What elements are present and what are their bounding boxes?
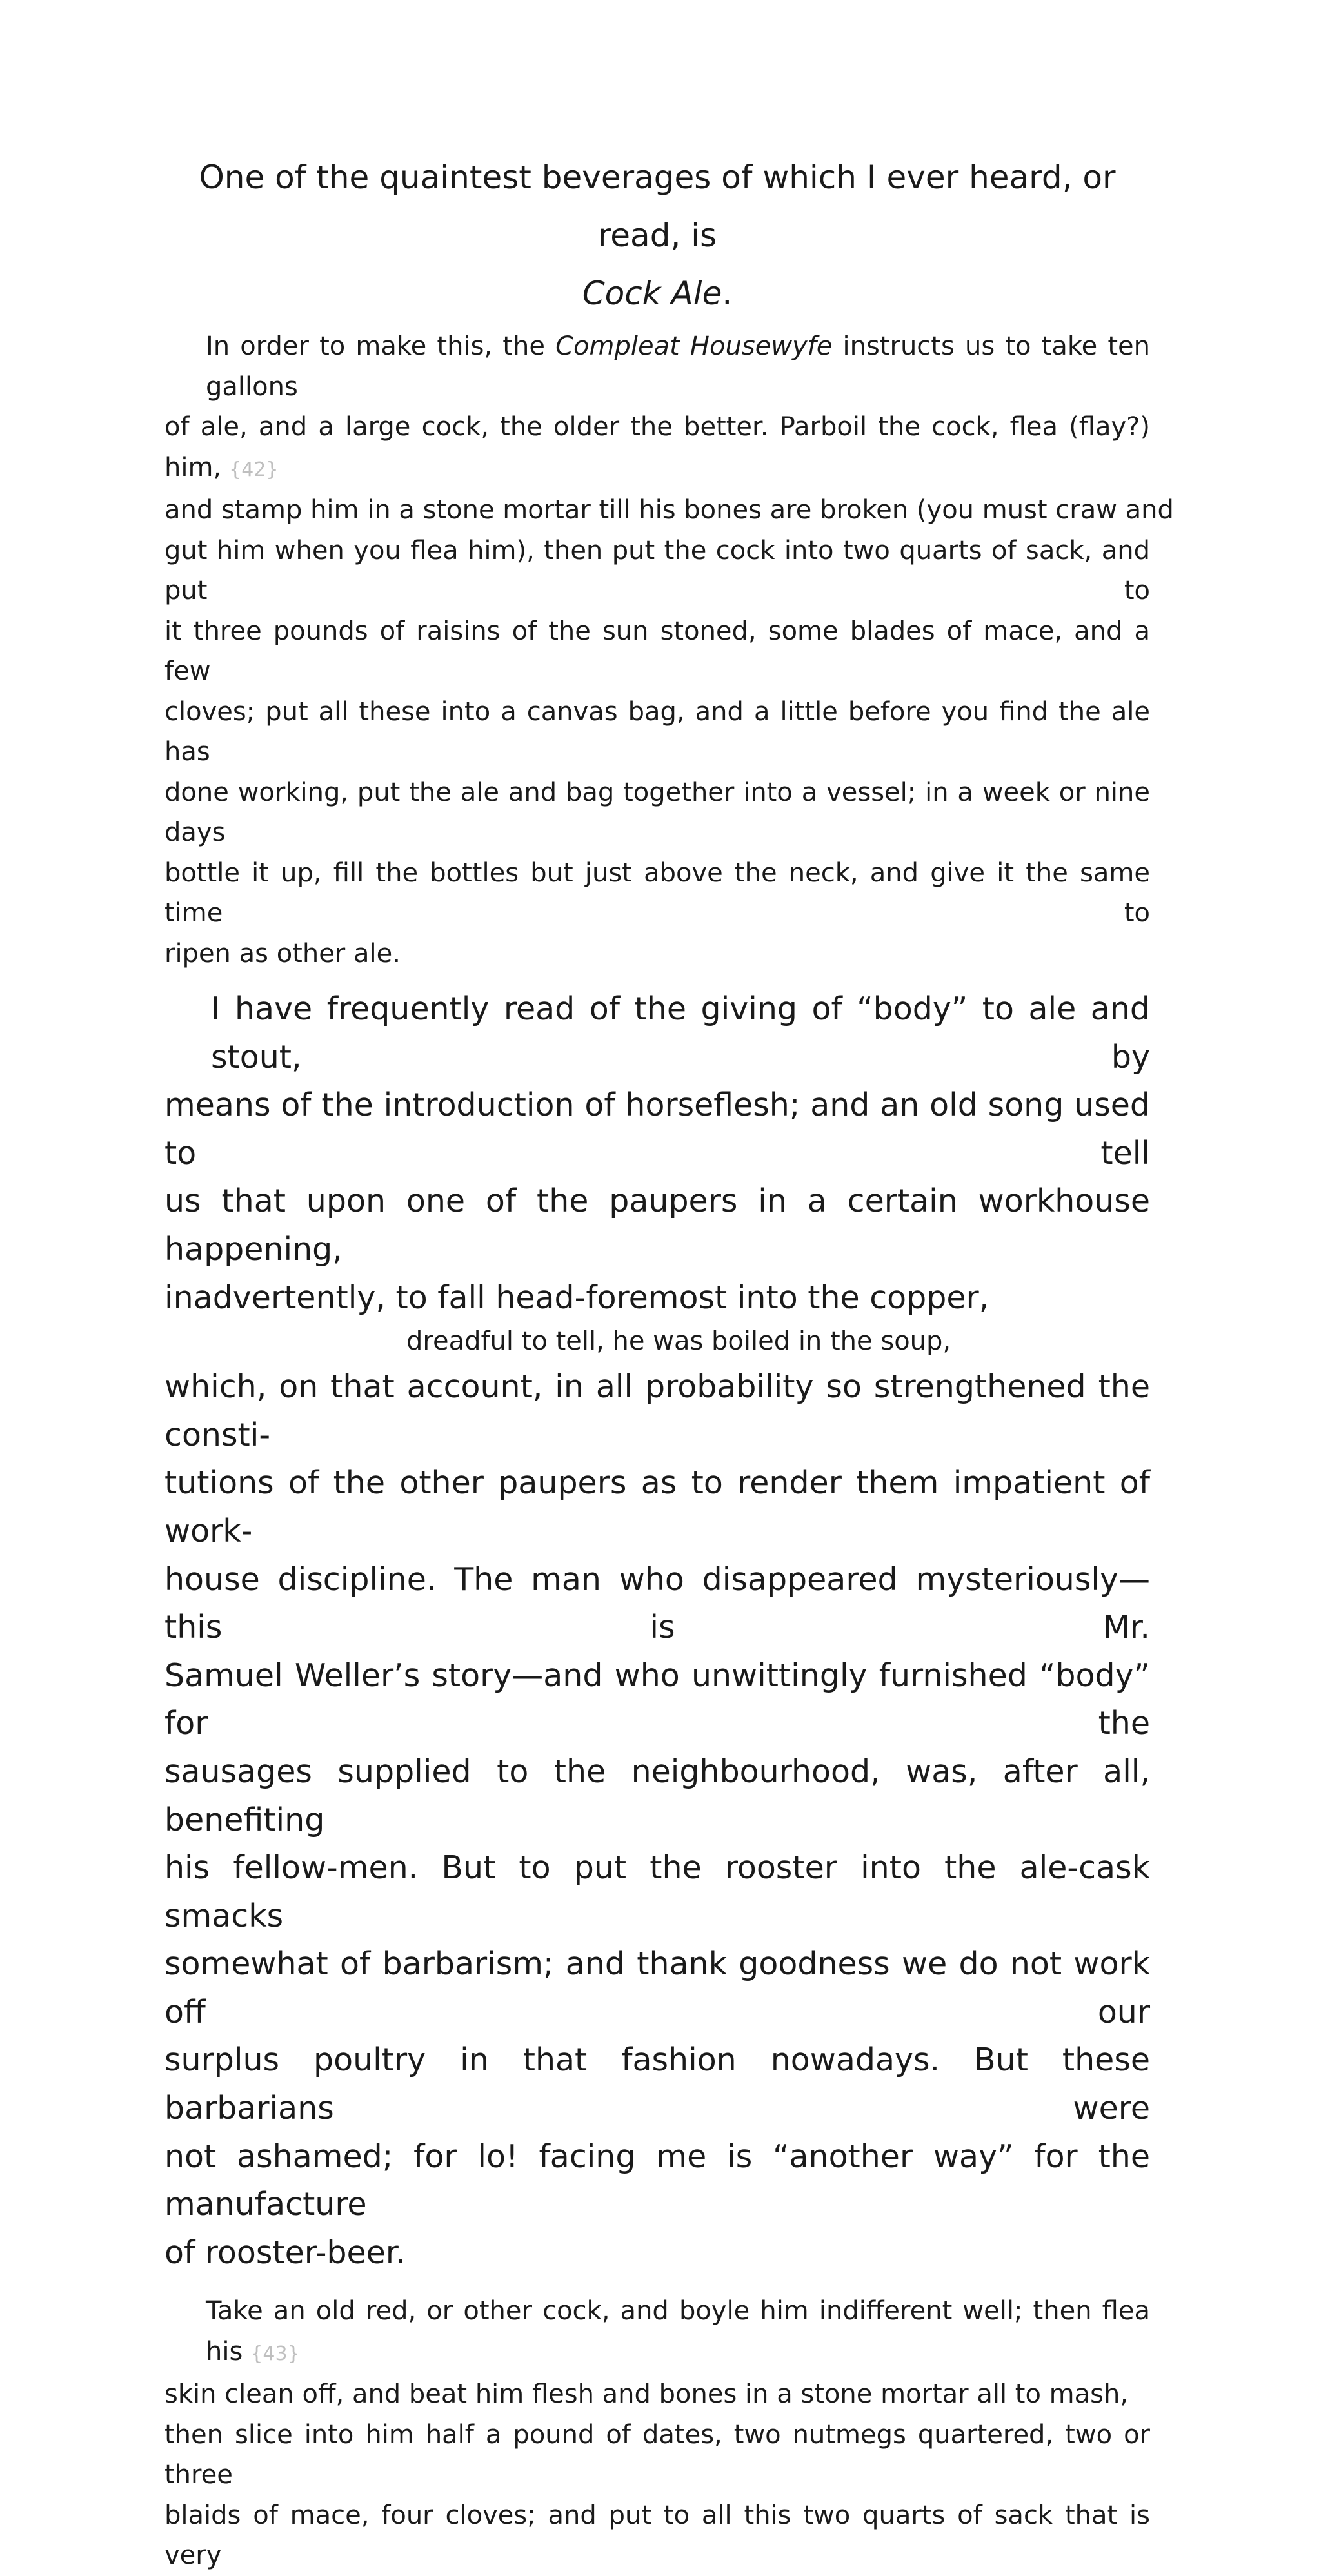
text-line: which, on that account, in all probability so strengthened the consti-	[164, 1368, 1150, 1453]
text-line: somewhat of barbarism; and thank goodness we do not work off our	[164, 1945, 1150, 2030]
text-line: tutions of the other paupers as to render them impatient of work-	[164, 1464, 1150, 1549]
text-line: it three pounds of raisins of the sun stoned, some blades of mace, and a few	[164, 616, 1150, 686]
page-content	[164, 148, 1174, 2576]
text-fragment: In order to make this, the	[206, 331, 556, 361]
text-line: I have frequently read of the giving of “body” to ale and stout, by	[211, 990, 1150, 1076]
title-period: .	[722, 275, 733, 312]
rooster-beer-recipe-paragraph	[164, 2291, 1150, 2576]
continuation-paragraph	[164, 1363, 1150, 2277]
text-line: his fellow-men. But to put the rooster into the ale-cask smacks	[164, 1849, 1150, 1934]
text-line	[164, 2291, 1150, 2374]
song-verse: dreadful to tell, he was boiled in the soup,	[406, 1326, 951, 1357]
text-line: surplus poultry in that fashion nowadays. But these barbarians were	[164, 2041, 1150, 2127]
cock-ale-recipe-paragraph	[164, 326, 1174, 974]
text-line: of rooster-beer.	[164, 2234, 406, 2271]
text-line	[164, 326, 1150, 407]
text-line: means of the introduction of horseflesh; and an old song used to tell	[164, 1086, 1150, 1172]
text-line: and stamp him in a stone mortar till his bones are broken (you must craw and	[164, 495, 1174, 525]
text-line: Samuel Weller’s story—and who unwittingly furnished “body” for the	[164, 1657, 1150, 1742]
page-number-marker[interactable]: {43}	[250, 2342, 300, 2365]
text-line: bottle it up, fill the bottles but just above the neck, and give it the same time to	[164, 858, 1150, 928]
text-line: not ashamed; for lo! facing me is “another way” for the manufacture	[164, 2138, 1150, 2223]
text-line	[164, 407, 1150, 490]
text-line: blaids of mace, four cloves; and put to all this two quarts of sack that is very	[164, 2500, 1150, 2571]
text-line: sausages supplied to the neighbourhood, was, after all, benefiting	[164, 1753, 1150, 1838]
text-line: us that upon one of the paupers in a certain workhouse happening,	[164, 1183, 1150, 1268]
intro-line: One of the quaintest beverages of which I ever heard, or read, is	[199, 159, 1116, 254]
cock-ale-title: Cock Ale	[582, 275, 722, 312]
body-paragraph	[164, 985, 1150, 1322]
intro-paragraph	[164, 148, 1150, 322]
text-line: ripen as other ale.	[164, 938, 401, 968]
text-fragment: of ale, and a large cock, the older the better. Parboil the cock, flea (flay?) him,	[164, 412, 1150, 482]
book-title: Compleat Housewyfe	[555, 331, 833, 361]
text-fragment: Take an old red, or other cock, and boyle him indifferent well; then flea his	[206, 2296, 1150, 2366]
text-line: done working, put the ale and bag together into a vessel; in a week or nine days	[164, 777, 1150, 847]
text-line: inadvertently, to fall head-foremost into the copper,	[164, 1279, 989, 1316]
text-line: cloves; put all these into a canvas bag, and a little before you find the ale has	[164, 696, 1150, 767]
text-line: skin clean off, and beat him flesh and bones in a stone mortar all to mash,	[164, 2379, 1129, 2410]
page-number-marker[interactable]: {42}	[229, 458, 279, 481]
text-line: then slice into him half a pound of dates, two nutmegs quartered, two or three	[164, 2419, 1150, 2490]
text-fragment: instructs us to take ten gallons	[206, 331, 1150, 402]
text-line: house discipline. The man who disappeared mysteriously—this is Mr.	[164, 1560, 1150, 1646]
text-line: gut him when you flea him), then put the cock into two quarts of sack, and put to	[164, 535, 1150, 605]
intro-title-line	[164, 264, 1150, 322]
